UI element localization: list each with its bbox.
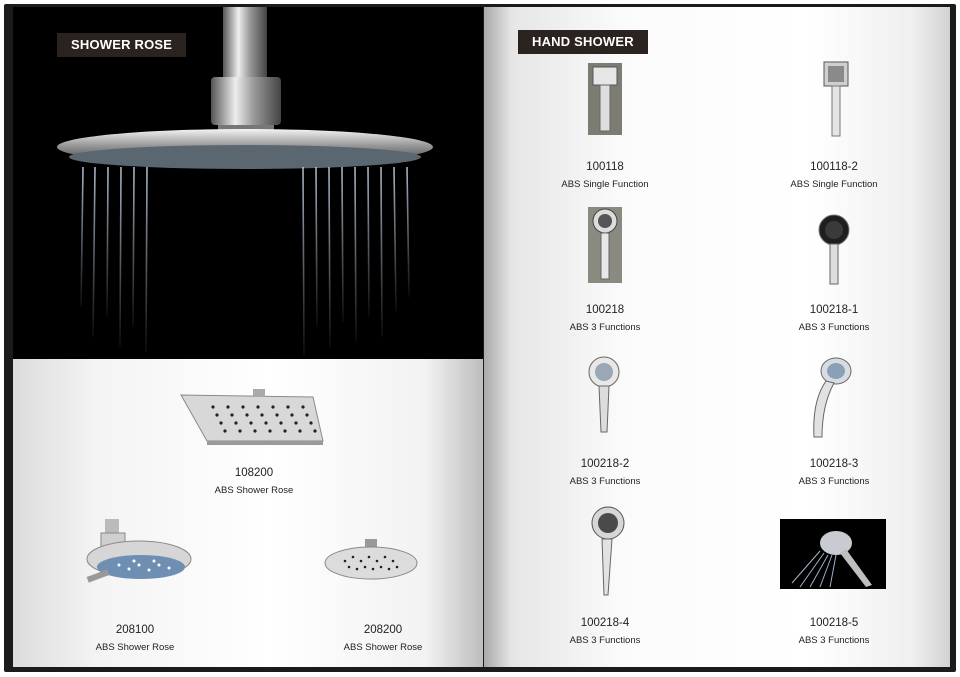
product-description: ABS 3 Functions: [569, 635, 641, 646]
right-page: [484, 7, 950, 667]
product-image-100118-2: [820, 60, 852, 140]
product-description: ABS Single Function: [790, 179, 878, 190]
product-100218-2: [545, 457, 665, 489]
product-code: 100218-2: [580, 458, 630, 470]
product-description: ABS 3 Functions: [569, 322, 641, 333]
product-image-100118: [588, 63, 622, 135]
product-image-100218: [588, 207, 622, 283]
product-code: 100218-5: [809, 617, 859, 629]
product-image-100218-4: [586, 505, 626, 597]
shower-rose-hero-photo: [13, 7, 483, 359]
product-208100: [75, 623, 195, 655]
product-image-100218-1: [816, 214, 852, 286]
catalog-spread: [4, 4, 956, 672]
product-code: 100218: [585, 304, 625, 316]
product-code: 100118: [586, 161, 624, 173]
product-100218-4: [545, 616, 665, 648]
product-108200: [184, 466, 324, 498]
product-description: ABS Single Function: [561, 179, 649, 190]
product-code: 100118-2: [810, 161, 858, 173]
product-code: 208200: [363, 624, 403, 636]
product-code: 100218-1: [809, 304, 859, 316]
product-code: 208100: [115, 624, 155, 636]
product-100218-3: [774, 457, 894, 489]
product-100218-5: [774, 616, 894, 648]
product-image-108200: [173, 385, 327, 449]
product-image-100218-3: [802, 355, 854, 441]
section-title-shower-rose: SHOWER ROSE: [57, 33, 186, 57]
product-code: 100218-3: [809, 458, 859, 470]
product-description: ABS 3 Functions: [798, 322, 870, 333]
product-image-208200: [323, 537, 419, 587]
product-code: 108200: [234, 467, 274, 479]
product-description: ABS 3 Functions: [569, 476, 641, 487]
product-208200: [323, 623, 443, 655]
product-image-100218-5: [780, 519, 886, 589]
product-100218: [545, 303, 665, 335]
product-description: ABS Shower Rose: [95, 642, 175, 653]
product-code: 100218-4: [580, 617, 630, 629]
product-100118: [545, 160, 665, 192]
product-description: ABS Shower Rose: [214, 485, 294, 496]
product-100118-2: [774, 160, 894, 192]
product-100218-1: [774, 303, 894, 335]
section-title-hand-shower: HAND SHOWER: [518, 30, 648, 54]
product-description: ABS 3 Functions: [798, 476, 870, 487]
product-image-208100: [79, 515, 195, 595]
product-description: ABS Shower Rose: [343, 642, 423, 653]
left-page: [13, 7, 483, 667]
product-description: ABS 3 Functions: [798, 635, 870, 646]
product-image-100218-2: [586, 356, 622, 436]
